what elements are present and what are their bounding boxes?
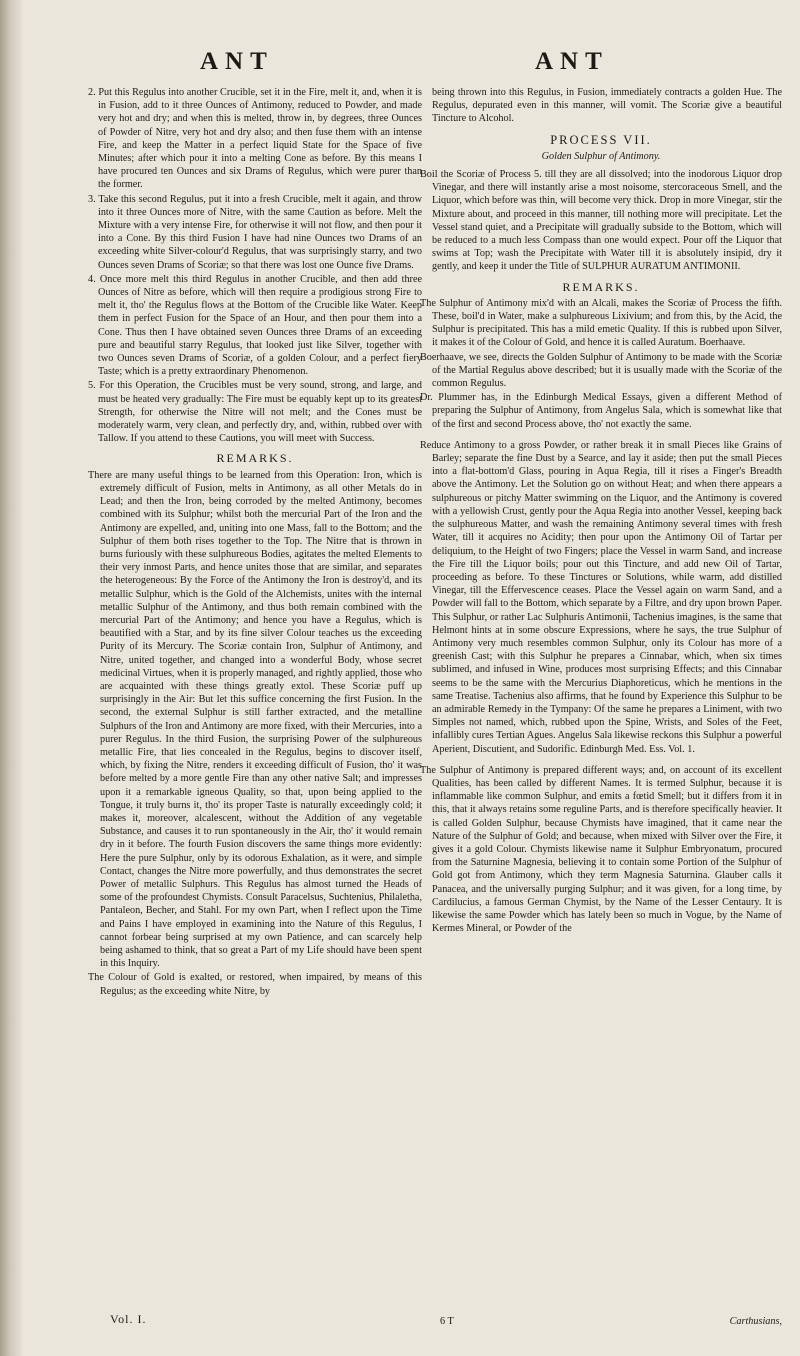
remark-1: The Sulphur of Antimony mix'd with an Alcali, makes the Scoriæ of Process the fifth. These, boil'd in Water, make a sulphureous Lixivium; and from this, by the Acid, the Sulphur is precipitated. This has a mild emetic Quality. If this is rubbed upon Silver, it makes it of the Colour of Gold, and hence it is called Auratum. Boerhaave. — [420, 297, 782, 349]
remarks-body: There are many useful things to be learned from this Operation: Iron, which is extremely difficult of Fusion, melts in Antimony, as all other Metals do in Lead; and then the Iron, being corroded by the melted Antimony, becomes combined with its Sulphur; whilst both the mercurial Part of the Iron and the Antimony are expelled, and, uniting into one Mass, fall to the Bottom; and the Sulphur of them both rises together to the Top. The Nitre that is thrown in burns furiously with these sulphureous Bodies, agitates the melted Elements to their very inmost Parts, and hence unites those that are similar, and separates the heterogeneous: By the Force of the Antimony the Iron is destroy'd, and its metallic Sulphur, which is the Gold of the Alchemists, unites with the internal metallic Sulphur of the Antimony, and thus both remain combined with the mercurial Part of the Antimony; and hence you have a Regulus, which is beautified with a Star, and by its fine silver Colour teaches us the exceeding Purity of its Mercury. The Scoriæ contain Iron, Sulphur of Antimony, and Nitre, united together, and changed into a wonderful Body, whose secret medicinal Virtues, when it is properly managed, and rightly applied, those who are acquainted with these things greatly extol. These Scoriæ puff up surprisingly in the Air: But let this suffice concerning the first Fusion. In the second, the external Sulphur is still farther extracted, and the metalline Sulphurs of the Iron and Antimony are more fixed, with their Mercuries, into a purer Regulus. In the third Fusion, the surprising Power of the sulphureous metallic Fire, that lies concealed in the Regulus, begins to discover itself, which, by fixing the Nitre, renders it exceeding difficult of Fusion, tho' it was before melted by a more gentle Fire than any other native Salt; and impresses upon it a remarkable igneous Quality, so that, upon being applied to the Tongue, it truly burns it, tho' its proper Taste is naturally exceedingly cold; it makes it, moreover, alcalescent, without the Addition of any vegetable Substance, and causes it to run spontaneously in the Air, tho' it would remain dry in it before. The fourth Fusion discovers the same things more evidently: Here the pure Sulphur, only by its odorous Exhalation, as it were, and simple Contact, changes the Nitre more powerfully, and thus demonstrates the secret Power of metallic Sulphurs. This Regulus has almost turned the Heads of some of the profoundest Chymists. Consult Paracelsus, Suchtenius, Philaletha, Pantaleon, Becher, and Stahl. For my own Part, when I reflect upon the Time and Pains I have employed in examining into the Nature of this Regulus, I cannot forbear being surprised at my own Patience, and can scarcely help being ashamed to think, that so great a Part of my Life should have been spent in this Inquiry. — [88, 469, 422, 970]
remarks-heading-right: REMARKS. — [562, 279, 640, 294]
item-3: 3. Take this second Regulus, put it into a fresh Crucible, melt it again, and throw into it three Ounces more of Nitre, with the same Caution as before. Melt the Mixture with a very intense Fire, for otherwise it will not flow, and then pour it into a Cone. By this third Fusion I have had nine Ounces two Drams of an exceeding white Silver-colour'd Regulus, that was surprisingly starry, and two Ounces seven Drams of Scoriæ; so that there was lost one Ounce five Drams. — [88, 193, 422, 271]
remarks-heading: REMARKS. — [216, 451, 294, 466]
left-column — [88, 86, 422, 999]
colour-of-gold-paragraph: The Colour of Gold is exalted, or restored, when impaired, by means of this Regulus; as the exceeding white Nitre, by — [88, 972, 422, 997]
right-footer — [420, 1316, 782, 1327]
reduce-antimony-paragraph: Reduce Antimony to a gross Powder, or rather break it in small Pieces like Grains of Barley; separate the fine Dust by a Searce, and lay it aside; then put the small Pieces into a flat-bottom'd Glass, pouring in Aqua Regia, till it rises a Finger's Breadth above the Antimony. Let the Solution go on without Heat; and when there appears a sulphureous or pitchy Matter swimming on the Liquor, and the Antimony is covered with a yellowish Crust, gently pour the Aqua Regia into another Vessel, keeping back the sulphureous Matter, and wash the remaining Antimony several times with fresh Water, till it acquires no Acidity; then pour upon the Antimony Oil of Tartar per deliquium, to the Height of two Fingers; place the Vessel in warm Sand, and increase the Fire till the Liquor boils; pour out this Tincture, and add new Oil of Tartar, proceeding as before. To these Tinctures or Solutions, while warm, add distilled Vinegar, till the Effervescence ceases. Place the Vessel again on warm Sand, and a Powder will fall to the Bottom, which separate by a Filtre, and dry upon brown Paper. This Sulphur, or rather Lac Sulphuris Antimonii, Tachenius imagines, is the same that Helmont hints at in some obscure Expressions, where he says, the true Sulphur of Antimony very much resembles common Sulphur, only its Colour has more of a greenish Cast; with this Sulphur he prepares a Cinnabar, which, when six times sublimed, and infused in Wine, produces most surprising Effects; and this Cinnabar seems to be the same with the Mercurius Diaphoreticus, which he mentions in the same Treatise. Tachenius also affirms, that he found by Experience this Sulphur to be an admirable Remedy in the Tympany: Of the same he prepares a Liniment, with two Simples not named, which, rubbed upon the Spine, Wrists, and Soles of the Feet, infallibly cures Tertian Agues. Angelus Sala likewise reckons this Sulphur a powerful Aperient, Discutient, and Sudorific. Edinburgh Med. Ess. Vol. 1. — [420, 439, 782, 755]
process-subtitle: Golden Sulphur of Antimony. — [541, 150, 661, 162]
process-heading: PROCESS VII. — [550, 132, 652, 147]
volume-footer: Vol. I. — [110, 1312, 147, 1326]
catchword: Carthusians, — [729, 1316, 782, 1327]
signature-mark: 6 T — [440, 1316, 454, 1327]
remark-3: Dr. Plummer has, in the Edinburgh Medical Essays, given a different Method of preparing the Sulphur of Antimony, from Angelus Sala, which is somewhat like that of the first and second Process above, tho' not exactly the same. — [420, 392, 782, 430]
continuation-paragraph: being thrown into this Regulus, in Fusion, immediately contracts a golden Hue. The Regulus, depurated even in this manner, will vomit. The Scoriæ give a beautiful Tincture to Alcohol. — [432, 87, 782, 125]
item-4: 4. Once more melt this third Regulus in another Crucible, and then add three Ounces of Nitre as before, which will then require a prodigious strong Fire to melt it, tho' the Regulus flows at the Bottom of the Crucible like Water. Keep them in perfect Fusion for the Space of an Hour, and then pour them into a Cone. Thus then I have obtained seven Ounces three Drams of an exceeding pure and beautiful starry Regulus, that looked just like Silver, together with two Ounces seven Drams of Scoriæ, of a golden Colour, and a perfect fiery Taste; which is a pretty extraordinary Phenomenon. — [88, 273, 422, 378]
left-headword: ANT — [200, 48, 274, 75]
item-5: 5. For this Operation, the Crucibles must be very sound, strong, and large, and must be heated very gradually: The Fire must be equably kept up to its greatest Strength, for otherwise the Nitre will not melt; and the Cones must be moderately warm, very clean, and perfectly dry, and, within, rubbed over with Tallow. If you attend to these Cautions, you will meet with Success. — [88, 380, 422, 445]
sulphur-of-antimony-paragraph: The Sulphur of Antimony is prepared different ways; and, on account of its excellent Qualities, has been called by different Names. It is termed Sulphur, because it is inflammable like common Sulphur, and emits a fœtid Smell; but it differs from it in this, that it always retains some reguline Parts, and is therefore specifically heavier. It is called Golden Sulphur, because Chymists have imagined, that it came near the Nature of the Sulphur of Gold; and because, when mixed with Silver over the Fire, it gives it a gold Colour. Chymists likewise name it Sulphur Embryonatum, procured from the Saturnine Magnesia, believing it to contain some Portion of the Sulphur of Gold got from Antimony, which they term Magnesia Saturnina. Glauber calls it Panacea, and the universally purging Sulphur; and it was given, for a long time, by Cardilucius, a famous German Chymist, by the Name of the Lesser Centaury. It is likewise the same Powder which has lately been so much in Vogue, by the Name of Kermes Mineral, or Powder of the — [420, 764, 782, 935]
remark-2: Boerhaave, we see, directs the Golden Sulphur of Antimony to be made with the Scoriæ of the Martial Regulus above described; but it is usually made with the Scoriæ of the common Regulus. — [420, 351, 782, 390]
page-binding-edge — [0, 0, 22, 1356]
right-headword: ANT — [535, 48, 609, 75]
right-column — [420, 86, 782, 936]
item-2: 2. Put this Regulus into another Crucible, set it in the Fire, melt it, and, when it is in Fusion, add to it three Ounces of Antimony, reduced to Powder, and made very hot and dry; and when this is melted, throw in, by degrees, three Ounces of Powder of Nitre, very hot and dry also; and then fuse them with an intense Fire, and keep the Matter in a perfect liquid State for the Space of five Minutes; after which pour it into a melting Cone as before. By this means I have procured ten Ounces and six Drams of Regulus, which were purer than the former. — [88, 87, 422, 191]
process-body: Boil the Scoriæ of Process 5. till they are all dissolved; into the inodorous Liquor drop Vinegar, and there will instantly arise a most noisome, stercoraceous Smell, and the Liquor, which before was thin, will become very thick. Drop in more Vinegar, stir the Mixture about, and proceed in this manner, till nothing more will precipitate. Let the Vessel stand quiet, and a Precipitate will gradually subside to the Bottom, which will be reduced to a much less Compass than one would expect. Pour off the Liquor that swims at Top; wash the Precipitate with Water till it is absolutely insipid, dry it gently, and keep it under the Title of SULPHUR AURATUM ANTIMONII. — [420, 169, 782, 273]
